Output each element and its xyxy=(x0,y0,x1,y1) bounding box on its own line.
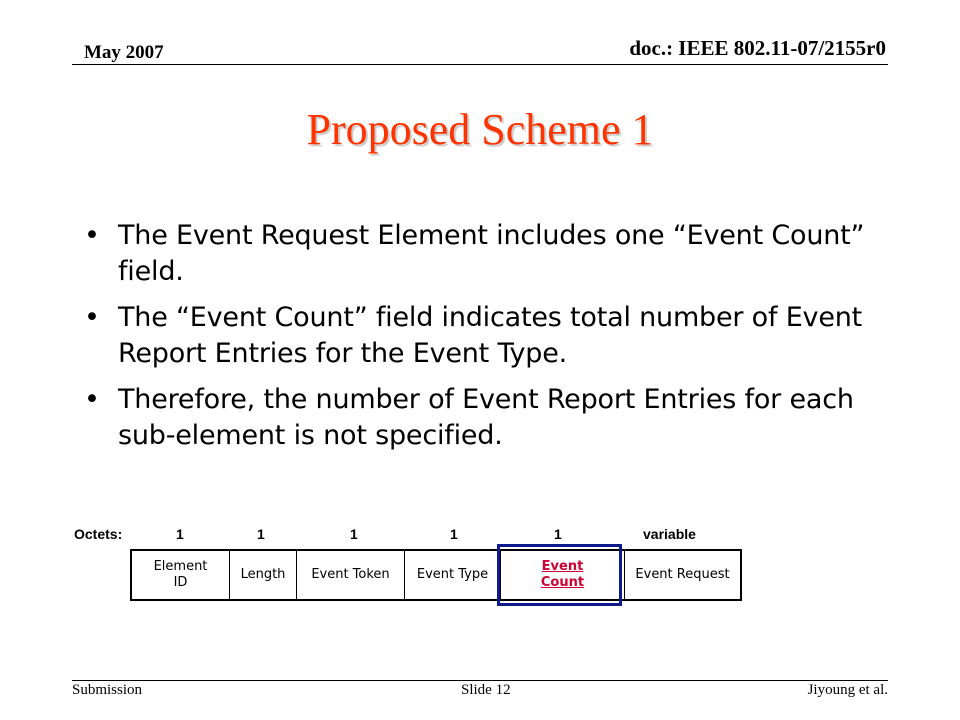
octet-count: 1 xyxy=(554,526,562,542)
field-event-token xyxy=(297,551,405,599)
bullet-icon: • xyxy=(84,384,100,415)
field-label: Event Token xyxy=(311,567,390,582)
frame-format-table xyxy=(130,549,742,601)
field-element-id xyxy=(132,551,230,599)
bullet-text: The “Event Count” field indicates total number of Event Report Entries for the Event Type. xyxy=(118,302,863,369)
field-label: Count xyxy=(540,575,585,590)
octet-count: 1 xyxy=(257,526,265,542)
field-length xyxy=(230,551,297,599)
field-label: Length xyxy=(240,567,286,582)
octet-count: variable xyxy=(643,526,696,542)
footer-submission: Submission xyxy=(72,682,143,698)
footer-author: Jiyoung et al. xyxy=(807,682,888,698)
header-rule xyxy=(72,64,888,65)
bullet-list xyxy=(84,218,874,464)
bullet-item xyxy=(84,382,874,454)
octet-count: 1 xyxy=(450,526,458,542)
header-doc-id: doc.: IEEE 802.11-07/2155r0 xyxy=(629,36,886,60)
field-label: Event xyxy=(541,559,584,574)
field-event-type xyxy=(405,551,501,599)
field-label: Event Type xyxy=(416,567,489,582)
footer-rule xyxy=(72,680,888,681)
bullet-text: The Event Request Element includes one “Event Count” field. xyxy=(118,220,865,287)
octets-label: Octets: xyxy=(74,526,123,542)
bullet-icon: • xyxy=(84,302,100,333)
bullet-item xyxy=(84,218,874,290)
bullet-item xyxy=(84,300,874,372)
bullet-icon: • xyxy=(84,220,100,251)
field-label: Event Request xyxy=(635,567,730,582)
slide-title: Proposed Scheme 1 xyxy=(306,105,654,154)
event-count-highlight-box xyxy=(497,544,622,606)
octet-count: 1 xyxy=(176,526,184,542)
header-date: May 2007 xyxy=(84,42,164,63)
field-label: Element xyxy=(153,559,208,574)
octet-count: 1 xyxy=(350,526,358,542)
bullet-text: Therefore, the number of Event Report Entries for each sub-element is not specified. xyxy=(118,384,854,451)
footer-slide-number: Slide 12 xyxy=(461,682,511,698)
field-event-request xyxy=(625,551,740,599)
field-label: ID xyxy=(173,575,188,590)
